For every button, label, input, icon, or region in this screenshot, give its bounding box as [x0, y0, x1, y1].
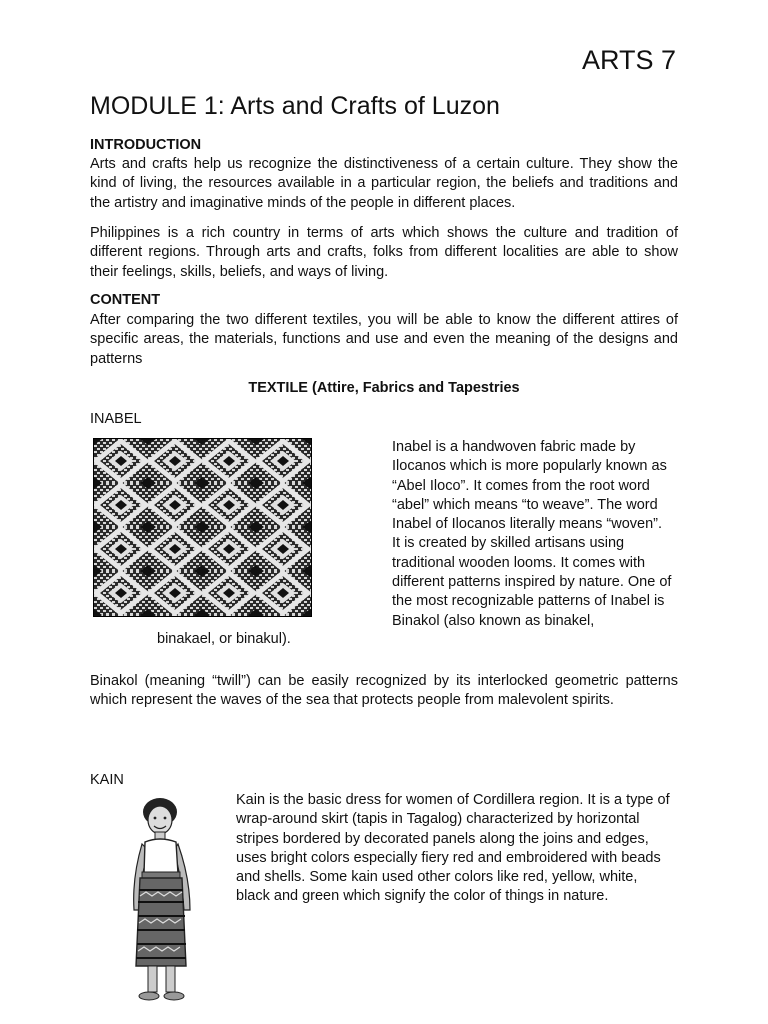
- inabel-label: INABEL: [90, 411, 142, 427]
- binakol-paragraph: Binakol (meaning “twill”) can be easily recognized by its interlocked geometric patterns which represent the waves of the sea that protects people from malevolent spirits.: [90, 673, 678, 709]
- kain-woman-illustration: [120, 798, 204, 1006]
- textile-heading: TEXTILE (Attire, Fabrics and Tapestries: [248, 380, 520, 396]
- kain-label: KAIN: [90, 772, 124, 788]
- module-title: MODULE 1: Arts and Crafts of Luzon: [90, 92, 500, 120]
- binakol-pattern-svg: [94, 439, 311, 616]
- kain-description: Kain is the basic dress for women of Cordillera region. It is a type of wrap-around skirt (tapis in Tagalog) characterized by horizontal stripes bordered by decorated panels along the joins and edges, uses bright colors especially fiery red and embroidered with beads and shells. Some kain used other colors like red, yellow, white, black and green which signify the color of things in nature.: [236, 792, 670, 905]
- introduction-paragraph-1: Arts and crafts help us recognize the distinctiveness of a certain culture. They show the kind of living, the resources available in a particular region, the beliefs and traditions and the artistry and imaginative minds of the people in different places.: [90, 156, 678, 211]
- woman-figure-svg: [120, 798, 204, 1006]
- content-paragraph: After comparing the two different textiles, you will be able to know the different attires of specific areas, the materials, functions and use and even the meaning of the designs and patterns: [90, 312, 678, 367]
- introduction-paragraph-2: Philippines is a rich country in terms of arts which shows the culture and tradition of different regions. Through arts and crafts, folks from different localities are able to show their feelings, skills, beliefs, and ways of living.: [90, 225, 678, 280]
- grade-label: ARTS 7: [582, 45, 677, 75]
- inabel-continuation: binakael, or binakul).: [157, 631, 291, 647]
- inabel-description: Inabel is a handwoven fabric made by Ilocanos which is more popularly known as “Abel Iloco”. It comes from the root word “abel” which means “to weave”. The word Inabel of Ilocanos literally means “woven”. It is created by skilled artisans using traditional wooden looms. It comes with different patterns inspired by nature. One of the most recognizable patterns of Inabel is Binakol (also known as binakel,: [392, 439, 672, 629]
- inabel-fabric-image: [93, 438, 312, 617]
- introduction-heading: INTRODUCTION: [90, 137, 202, 153]
- content-heading: CONTENT: [90, 292, 161, 308]
